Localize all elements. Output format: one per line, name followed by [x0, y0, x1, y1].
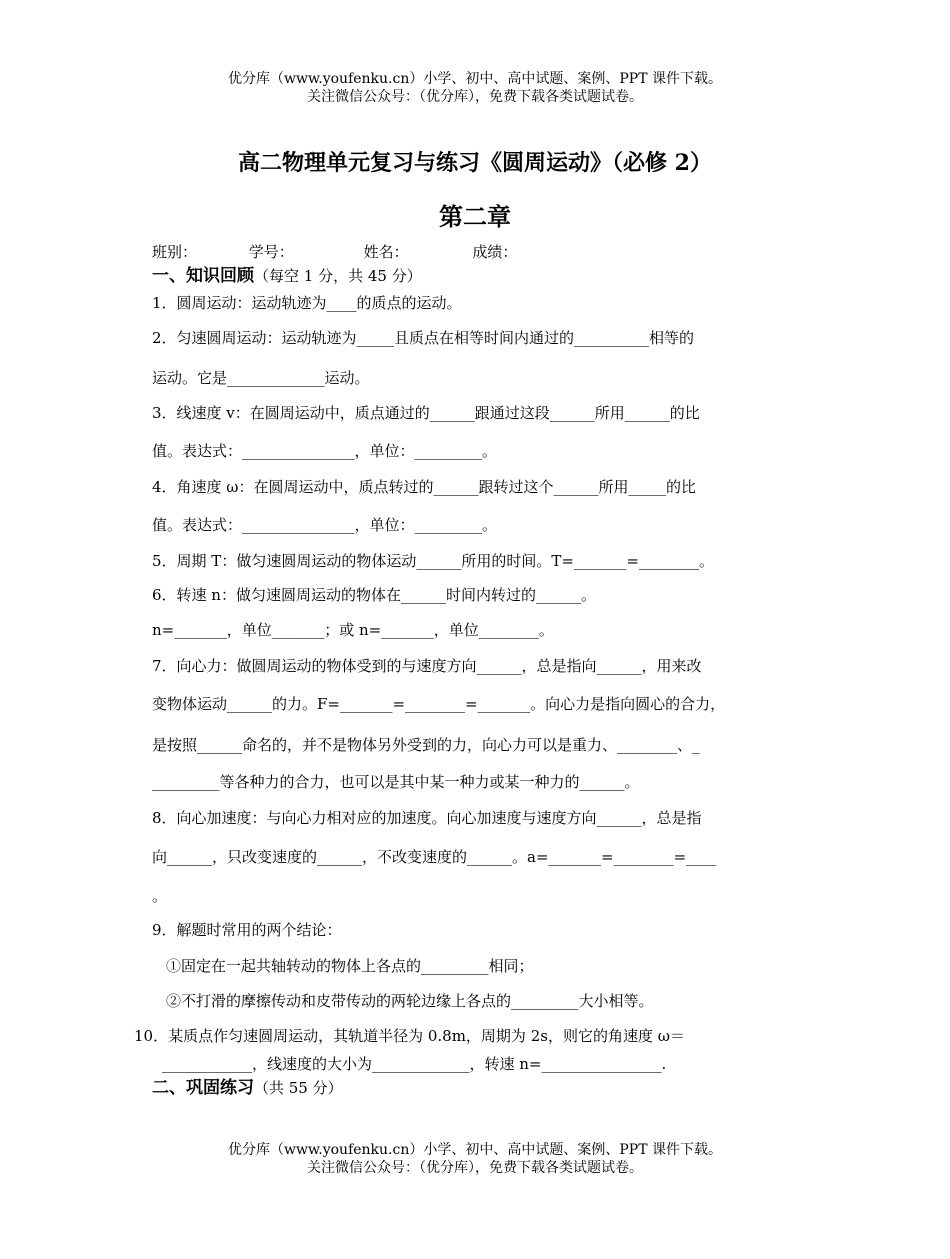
question-7-line-3: 是按照______命名的，并不是物体另外受到的力，向心力可以是重力、________、_ [152, 736, 700, 754]
question-7-line-1: 7．向心力：做圆周运动的物体受到的与速度方向______，总是指向______，用来改 [152, 657, 702, 675]
question-6-line-1: 6．转速 n：做匀速圆周运动的物体在______时间内转过的______。 [152, 586, 596, 604]
question-8-line-2: 向______，只改变速度的______，不改变速度的______。a=_______=________=____ [152, 848, 717, 866]
question-3-line-2: 值。表达式：_______________，单位：_________。 [152, 442, 498, 460]
section-2-title: 二、巩固练习 [152, 1078, 254, 1098]
question-8-line-3: 。 [152, 887, 168, 905]
question-4-line-1: 4．角速度 ω：在圆周运动中，质点转过的______跟转过这个______所用_____的比 [152, 478, 697, 496]
question-9-conclusion-2: ②不打滑的摩擦传动和皮带传动的两轮边缘上各点的_________大小相等。 [166, 992, 654, 1010]
section-1-heading [152, 266, 422, 286]
question-2-line-2: 运动。它是_____________运动。 [152, 369, 370, 387]
class-label: 班别： [152, 243, 198, 261]
student-info-row [152, 242, 517, 262]
question-7-line-4: _________等各种力的合力，也可以是其中某一种力或某一种力的______。 [152, 773, 640, 791]
name-label: 姓名： [363, 243, 409, 261]
student-id-label: 学号： [248, 243, 294, 261]
page-header [0, 70, 950, 106]
header-line-2: 关注微信公众号：（优分库），免费下载各类试题试卷。 [307, 89, 643, 105]
question-8-line-1: 8．向心加速度：与向心力相对应的加速度。向心加速度与速度方向______，总是指 [152, 809, 702, 827]
question-7-line-2: 变物体运动______的力。F=_______=________=_______。向心力是指向圆心的合力， [152, 695, 726, 713]
question-10-line-2: ____________，线速度的大小为_____________，转速 n=________________. [162, 1055, 667, 1073]
question-1: 1．圆周运动：运动轨迹为____的质点的运动。 [152, 294, 462, 312]
question-9: 9．解题时常用的两个结论： [152, 921, 342, 939]
question-5: 5．周期 T：做匀速圆周运动的物体运动______所用的时间。T=_______=________。 [152, 552, 714, 570]
question-3-line-1: 3．线速度 v：在圆周运动中，质点通过的______跟通过这段______所用______的比 [152, 404, 700, 422]
section-2-heading [152, 1078, 343, 1098]
section-2-note: （共 55 分） [254, 1079, 343, 1097]
document-title: 高二物理单元复习与练习《圆周运动》（必修 2） [238, 150, 712, 176]
question-6-line-2: n=_______，单位_______；或 n=_______，单位________。 [152, 621, 554, 639]
question-9-conclusion-1: ①固定在一起共轴转动的物体上各点的_________相同； [166, 957, 534, 975]
question-10-line-1: 10．某质点作匀速圆周运动，其轨道半径为 0.8m，周期为 2s，则它的角速度 ω＝ [134, 1027, 685, 1045]
question-2-line-1: 2．匀速圆周运动：运动轨迹为_____且质点在相等时间内通过的__________相等的 [152, 329, 695, 347]
section-1-note: （每空 1 分，共 45 分） [254, 267, 422, 285]
score-label: 成绩： [472, 243, 518, 261]
footer-line-1: 优分库（www.youfenku.cn）小学、初中、高中试题、案例、PPT 课件下载。 [227, 1142, 722, 1158]
question-4-line-2: 值。表达式：_______________，单位：_________。 [152, 516, 498, 534]
header-line-1: 优分库（www.youfenku.cn）小学、初中、高中试题、案例、PPT 课件下载。 [227, 71, 722, 87]
footer-line-2: 关注微信公众号：（优分库），免费下载各类试题试卷。 [307, 1160, 643, 1176]
chapter-title: 第二章 [439, 202, 511, 231]
section-1-title: 一、知识回顾 [152, 266, 254, 286]
page-footer [0, 1141, 950, 1177]
